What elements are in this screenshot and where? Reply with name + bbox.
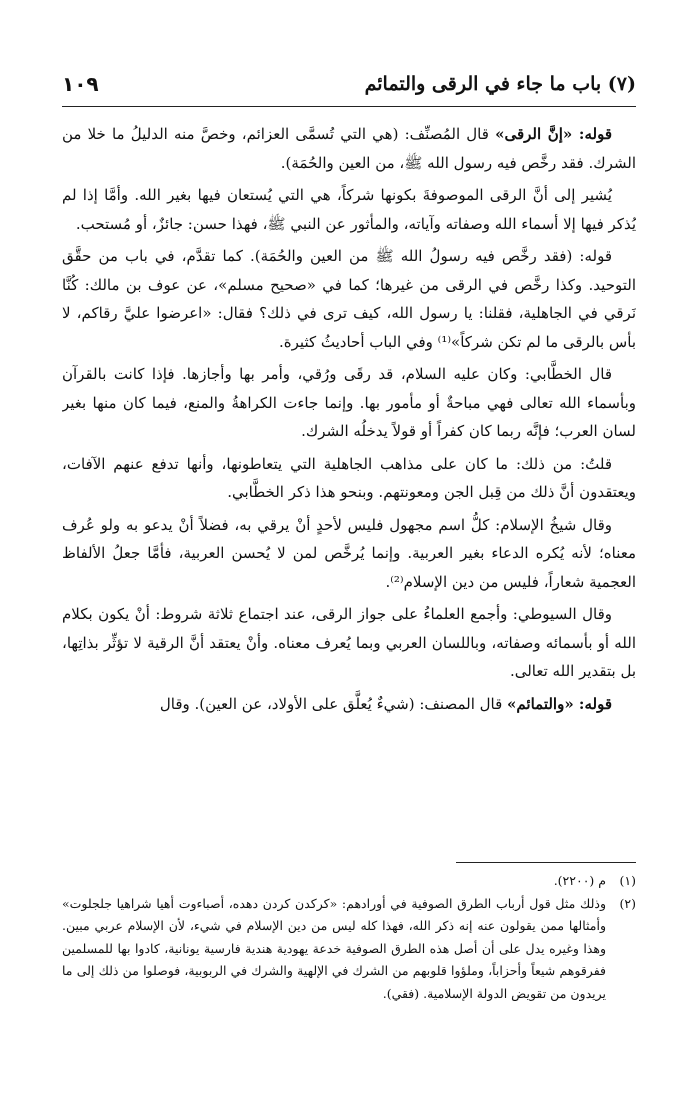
footnotes <box>62 870 636 1005</box>
footnote-text: وذلك مثل قول أرباب الطرق الصوفية في أورادهم: «كركدن كردن دهده، أصباءوت أهيا شراهيا جلجلوت» وأمثالها ممن يقولون عنه إنه ذكر الله، فهذا كله ليس من دين الإسلام في شيء، لأن الإسلام عربي مبين. وهذا وغيره يدل على أن أصل هذه الطرق الصوفية خدعة يهودية هندية فارسية يونانية، كادوا بها للمسلمين ففرقوهم شيعاً وأحزاباً، وملؤوا قلوبهم من الشرك في الإلهية والشرك في الربوبية، فوصلوا من ذلك إلى ما يريدون من تقويض الدولة الإسلامية. (فقي). <box>62 895 606 1001</box>
footnote-number: (١) <box>619 873 636 888</box>
page-header <box>62 62 636 107</box>
paragraph: قوله: (فقد رخَّص فيه رسولُ الله ﷺ من العين والحُمَة). كما تقدَّم، في باب من حقَّق التوحيد. وكذا رخَّص في الرقى من غيرها؛ كما في «صحيح مسلم»، عن عوف بن مالك: كُنَّا نَرقي في الجاهلية، فقلنا: يا رسول الله، كيف ترى في ذلك؟ فقال: «اعرضوا عليَّ رقاكم، لا بأس بالرقى ما لم تكن شركاً»⁽¹⁾ وفي الباب أحاديثُ كثيرة. <box>62 247 636 351</box>
paragraph: يُشير إلى أنَّ الرقى الموصوفةَ بكونها شركاً، هي التي يُستعان فيها بغير الله. وأمَّا إذا لم يُذكر فيها إلا أسماء الله وصفاته وآياته، والمأثور عن النبي ﷺ، فهذا حسن: جائزٌ، أو مُستحب. <box>62 186 636 233</box>
chapter-title: (٧) باب ما جاء في الرقى والتمائم <box>364 73 636 95</box>
paragraph: قوله: «إنَّ الرقى» قال المُصنِّف: (هي التي تُسمَّى العزائم، وخصَّ منه الدليلُ ما خلا من الشرك. فقد رخَّص فيه رسول الله ﷺ، من العين والحُمَة). <box>62 125 636 172</box>
page-number: ١٠٩ <box>62 72 99 96</box>
footnote <box>62 893 636 1006</box>
footnote <box>62 870 636 893</box>
main-text <box>62 120 636 850</box>
paragraph: وقال شيخُ الإسلام: كلُّ اسم مجهول فليس لأحدٍ أنْ يرقي به، فضلاً أنْ يدعو به ولو عُرف معناه؛ لأنه يُكره الدعاء بغير العربية. وإنما يُرخَّص لمن لا يُحسن العربية، فأمَّا جعلُ الألفاظ العجمية شعاراً، فليس من دين الإسلام⁽²⁾. <box>62 515 636 591</box>
paragraph: قلتُ: من ذلك: ما كان على مذاهب الجاهلية التي يتعاطونها، وأنها تدفع عنهم الآفات، ويعتقدون أنَّ ذلك من قِبل الجن ومعونتهم. وبنحو هذا ذكر الخطَّابي. <box>62 454 636 501</box>
paragraph: قوله: «والتمائم» قال المصنف: (شيءٌ يُعلَّق على الأولاد، عن العين). وقال <box>159 694 612 713</box>
footnote-number: (٢) <box>619 895 636 911</box>
paragraph: قال الخطَّابي: وكان عليه السلام، قد رقَى ورُقي، وأمر بها وأجازها. فإذا كانت بالقرآن وبأسماء الله تعالى فهي مباحةٌ أو مأمور بها. وإنما جاءت الكراهةُ والمنع، فيما كان منها بغير لسان العرب؛ فإنَّه ربما كان كفراً أو قولاً يدخلُه الشرك. <box>62 365 636 440</box>
footnote-text: م (٢٢٠٠). <box>553 873 606 888</box>
paragraph: وقال السيوطي: وأجمع العلماءُ على جواز الرقى، عند اجتماع ثلاثة شروط: أنْ يكون بكلام الله أو بأسمائه وصفاته، وباللسان العربي وبما يُعرف معناه. وأنْ يعتقد أنَّ الرقية لا تؤثِّر بذاتِها، بل بتقدير الله تعالى. <box>62 605 636 680</box>
footnote-divider <box>456 862 636 863</box>
